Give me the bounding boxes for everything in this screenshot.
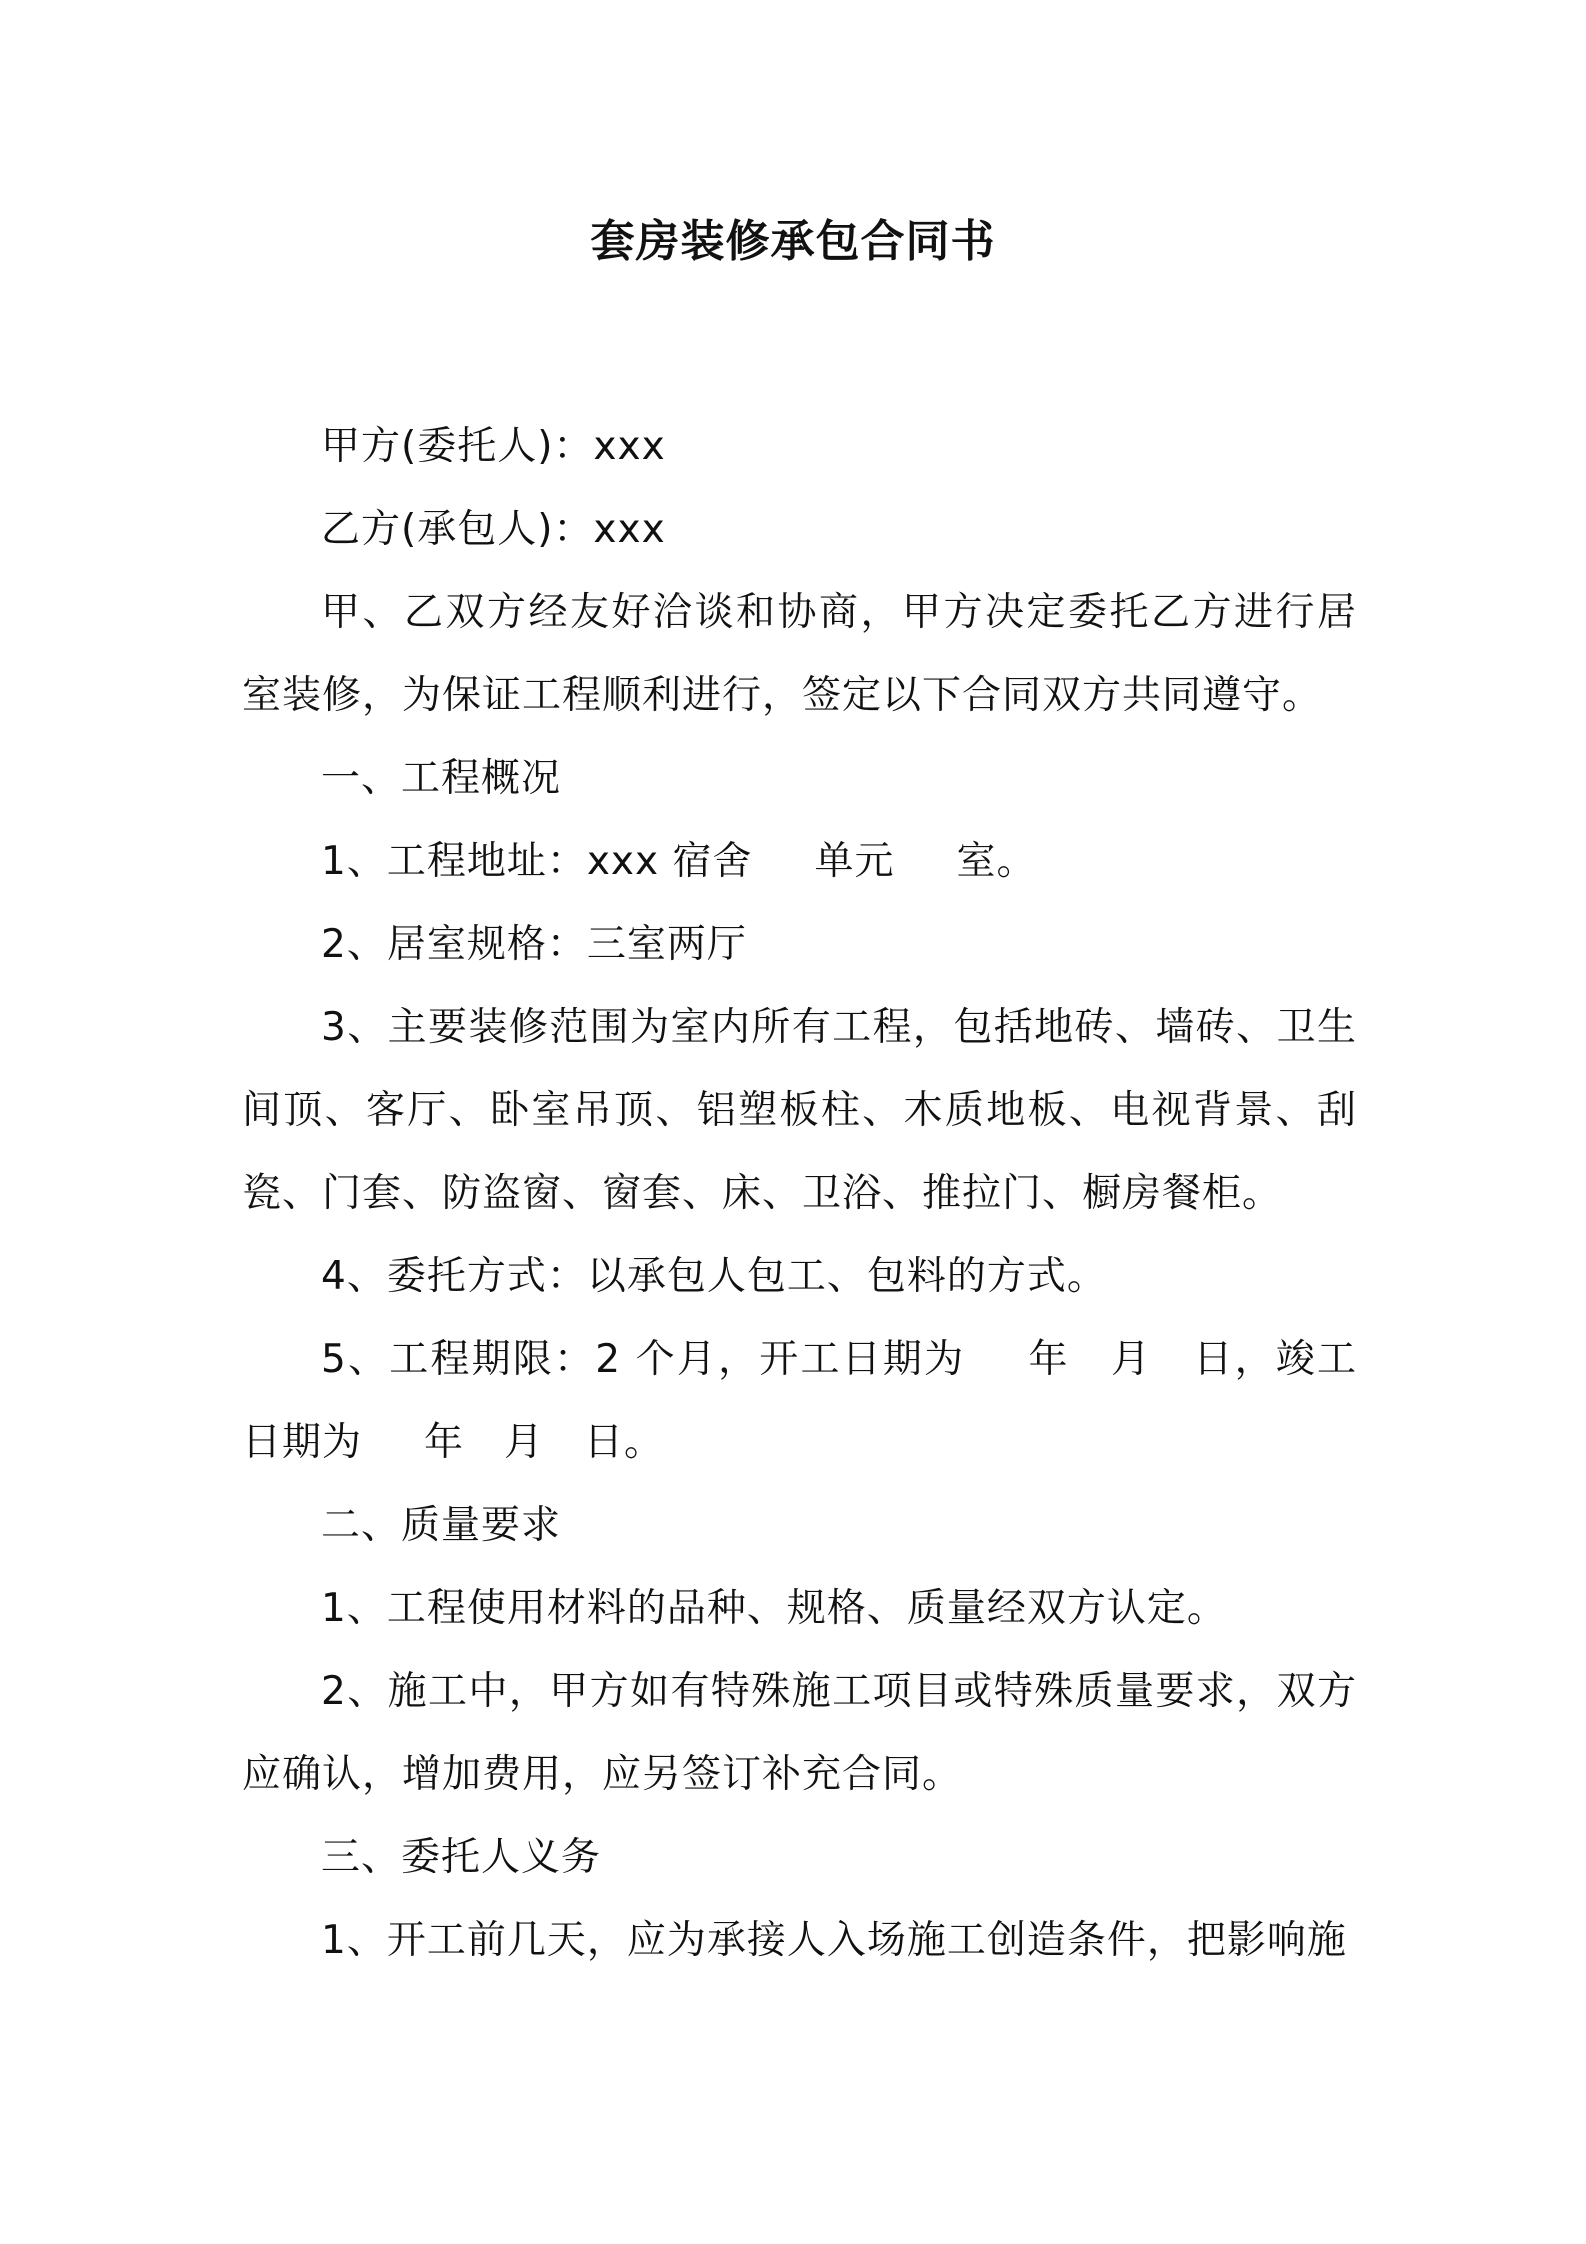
quality-item-materials: 1、工程使用材料的品种、规格、质量经双方认定。 [321,1586,1227,1631]
overview-item-scope: 3、主要装修范围为室内所有工程，包括地砖、墙砖、卫生间顶、客厅、卧室吊顶、铝塑板柱、木质地板、电视背景、刮瓷、门套、防盗窗、窗套、床、卫浴、推拉门、橱房餐柜。 [242,1005,1357,1216]
section-heading-quality: 二、质量要求 [321,1503,562,1548]
document-title: 套房装修承包合同书 [590,216,996,267]
party-b-line: 乙方(承包人)：xxx [321,507,666,552]
overview-item-layout: 2、居室规格：三室两厅 [321,922,747,967]
overview-item-address [242,820,1357,903]
end-day: 日。 [584,1420,665,1465]
quality-item-special: 2、施工中，甲方如有特殊施工项目或特殊质量要求，双方应确认，增加费用，应另签订补充合同。 [242,1669,1357,1797]
document-body [242,405,1357,1982]
overview-item-period [242,1318,1357,1484]
end-month: 月 [504,1420,545,1465]
start-year: 年 [1027,1337,1070,1382]
address-prefix: 1、工程地址：xxx 宿舍 [321,839,753,884]
intro-paragraph: 甲、乙双方经友好洽谈和协商，甲方决定委托乙方进行居室装修，为保证工程顺利进行，签定以下合同双方共同遵守。 [242,590,1357,718]
section-heading-client-duties: 三、委托人义务 [321,1835,602,1880]
period-prefix: 5、工程期限：2 个月，开工日期为 [321,1337,966,1382]
address-unit: 单元 [814,839,895,884]
start-day: 日，竣工日期为 [242,1337,1357,1465]
section-heading-overview: 一、工程概况 [321,756,562,801]
party-a-line: 甲方(委托人)：xxx [321,424,666,469]
address-room: 室。 [956,839,1037,884]
client-duty-item-1: 1、开工前几天，应为承接人入场施工创造条件，把影响施 [321,1918,1347,1963]
end-year: 年 [424,1420,465,1465]
start-month: 月 [1109,1337,1153,1382]
overview-item-method: 4、委托方式：以承包人包工、包料的方式。 [321,1254,1107,1299]
